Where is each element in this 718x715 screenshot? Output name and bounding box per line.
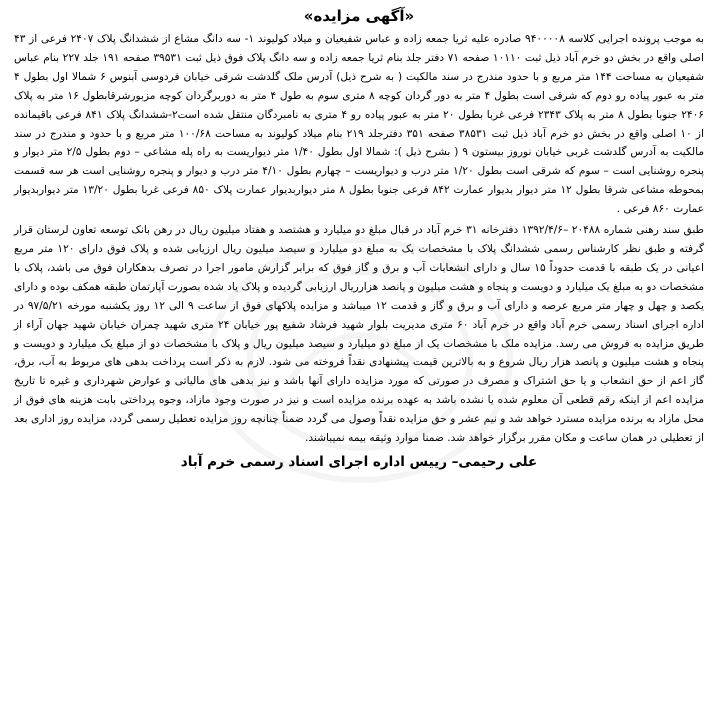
notice-title: «آگهی مزایده» <box>303 7 415 25</box>
notice-signature: علی رحیمی– رییس اداره اجرای اسناد رسمی خرم آباد <box>180 453 538 470</box>
notice-paragraph-auction-terms: طبق سند رهنی شماره ۲۰۴۸۸ –۱۳۹۲/۴/۶ دفترخانه ۳۱ خرم آباد در قبال مبلغ دو میلیارد و هشتصد و هفتاد میلیون ریال در رهن بانک توسعه تعاون لرستان قرار گرفته و طبق نظر کارشناس رسمی ششدانگ پلاک با مشخصات یک به مبلغ دو میلیارد و سیصد میلیون ریال ارزیابی شده و پلاک فوق دارای ۱۲۰ متر مربع اعیانی در یک طبقه با قدمت حدوداً ۱۵ سال و دارای انشعابات آب و برق و گاز فوق که برابر گزارش مامور اجرا در تصرف بدهکاران فوق می باشد، پلاک با مشخصات دو به مبلغ یک میلیارد و دویست و پنجاه و هشت میلیون و پانصد هزارریال ارزیابی گردیده و پلاک یاد شده بصورت آپارتمان طبقه همکف بوده و دارای یکصد و چهل و چهار متر مربع عرصه و دارای آب و برق و گاز و قدمت ۱۲ میباشد و مزایده پلاکهای فوق از ساعت ۹ الی ۱۲ روز یکشنبه مورخه ۹۷/۵/۲۱ در اداره اجرای اسناد رسمی خرم آباد واقع در خرم آباد ۶۰ متری مدیریت بلوار شهید فرشاد شفیع پور خیابان ۲۴ متری شهید چمران خیابان شهید جهان آراء از طریق مزایده به فروش می رسد. مزایده ملک با مشخصات یک از مبلغ دو میلیارد و سیصد میلیون ریال و پلاک با مشخصات دو از مبلغ یک میلیارد و دویست و پنجاه و هشت میلیون و پانصد هزار ریال شروع و به بالاترین قیمت پیشنهادی نقداً فروخته می شود. لازم به ذکر است پرداخت بدهی های مربوط به آب، برق، گاز اعم از حق انشعاب و یا حق اشتراک و مصرف در صورتی که مورد مزایده دارای آنها باشد و نیز بدهی های مالیاتی و عوارض شهرداری و غیره تا تاریخ مزایده اعم از اینکه رقم قطعی آن معلوم شده یا نشده باشد به عهده برنده مزایده است و نیز در صورت وجود مازاد، وجوه پرداختی بابت هزینه های فوق از محل مازاد به برنده مزایده مسترد خواهد شد و نیم عشر و حق مزایده نقداً وصول می گردد ضمناً چنانچه روز مزایده تعطیل رسمی گردد، مزایده روز اداری بعد از تعطیلی در همان ساعت و مکان مقرر برگزار خواهد شد. ضمنا موارد وثیقه بیمه نمیباشند. <box>14 224 705 445</box>
notice-paragraph-property-description: به موجب پرونده اجرایی کلاسه ۹۴۰۰۰۰۸ صادره علیه ثریا جمعه زاده و عباس شفیعیان و میلاد کولیوند ۱- سه دانگ مشاع از ششدانگ پلاک ۲۴۰۷ فرعی از ۴۳ اصلی واقع در بخش دو خرم آباد ذیل ثبت ۱۰۱۱۰ صفحه ۷۱ دفتر جلد بنام ثریا جمعه زاده و سه دانگ پلاک فوق ذیل ثبت ۳۹۵۳۱ صفحه ۱۹۱ جلد ۲۲۷ بنام عباس شفیعیان به مساحت ۱۴۴ متر مربع و با حدود مندرج در سند مالکیت ( به شرح ذیل) آدرس ملک گلدشت شرقی خیابان فردوسی آبنوس ۶ شمالا اول بطول ۴ متر به عبور پیاده رو دوم که شرقی است بطول ۴ متر به دور گردان کوچه ۸ متری سوم به طول ۴ متر به دوربرگردان کوچه مزبورشرقابطول ۱۶ متر به پلاک ۲۴۰۶ جنوبا بطول ۸ متر به پلاک ۲۳۴۳ فرعی غربا بطول ۲۰ متر به عبور پیاده رو ۴ متری به نامبردگان منتقل شده است۲-ششدانگ پلاک ۸۴۱ فرعی باقیمانده از ۱۰ اصلی واقع در بخش دو خرم آباد ذیل ثبت ۳۸۵۳۱ صفحه ۳۵۱ دفترجلد ۲۱۹ بنام میلاد کولیوند به مساحت ۱۰۰/۶۸ متر مربع و با حدود و مندرج در سند مالکیت به آدرس گلدشت غربی خیابان نوروز بیستون ۹ ( بشرح ذیل ): شمالا اول بطول ۱/۴۰ متر دیواریست به راه پله مشاعی – دوم بطول ۲/۵ متر دیوار و پنجره روشنایی است – سوم که شرقی است بطول ۱/۲۰ متر درب و دیواریست – چهارم بطول ۴/۱۰ متر درب و دیوار و پنجره روشنایی است هر سه قسمت بمحوطه مشاعی شرقا بطول ۱۲ متر دیوار بدیوار عمارت ۸۴۲ فرعی جنوبا بطول ۸ متر دیواربدیوار عمارت پلاک ۸۵۰ فرعی غربا بطول ۱۳/۲۰ متر دیواربدیوار عمارت ۸۶۰ فرعی . <box>14 33 705 216</box>
